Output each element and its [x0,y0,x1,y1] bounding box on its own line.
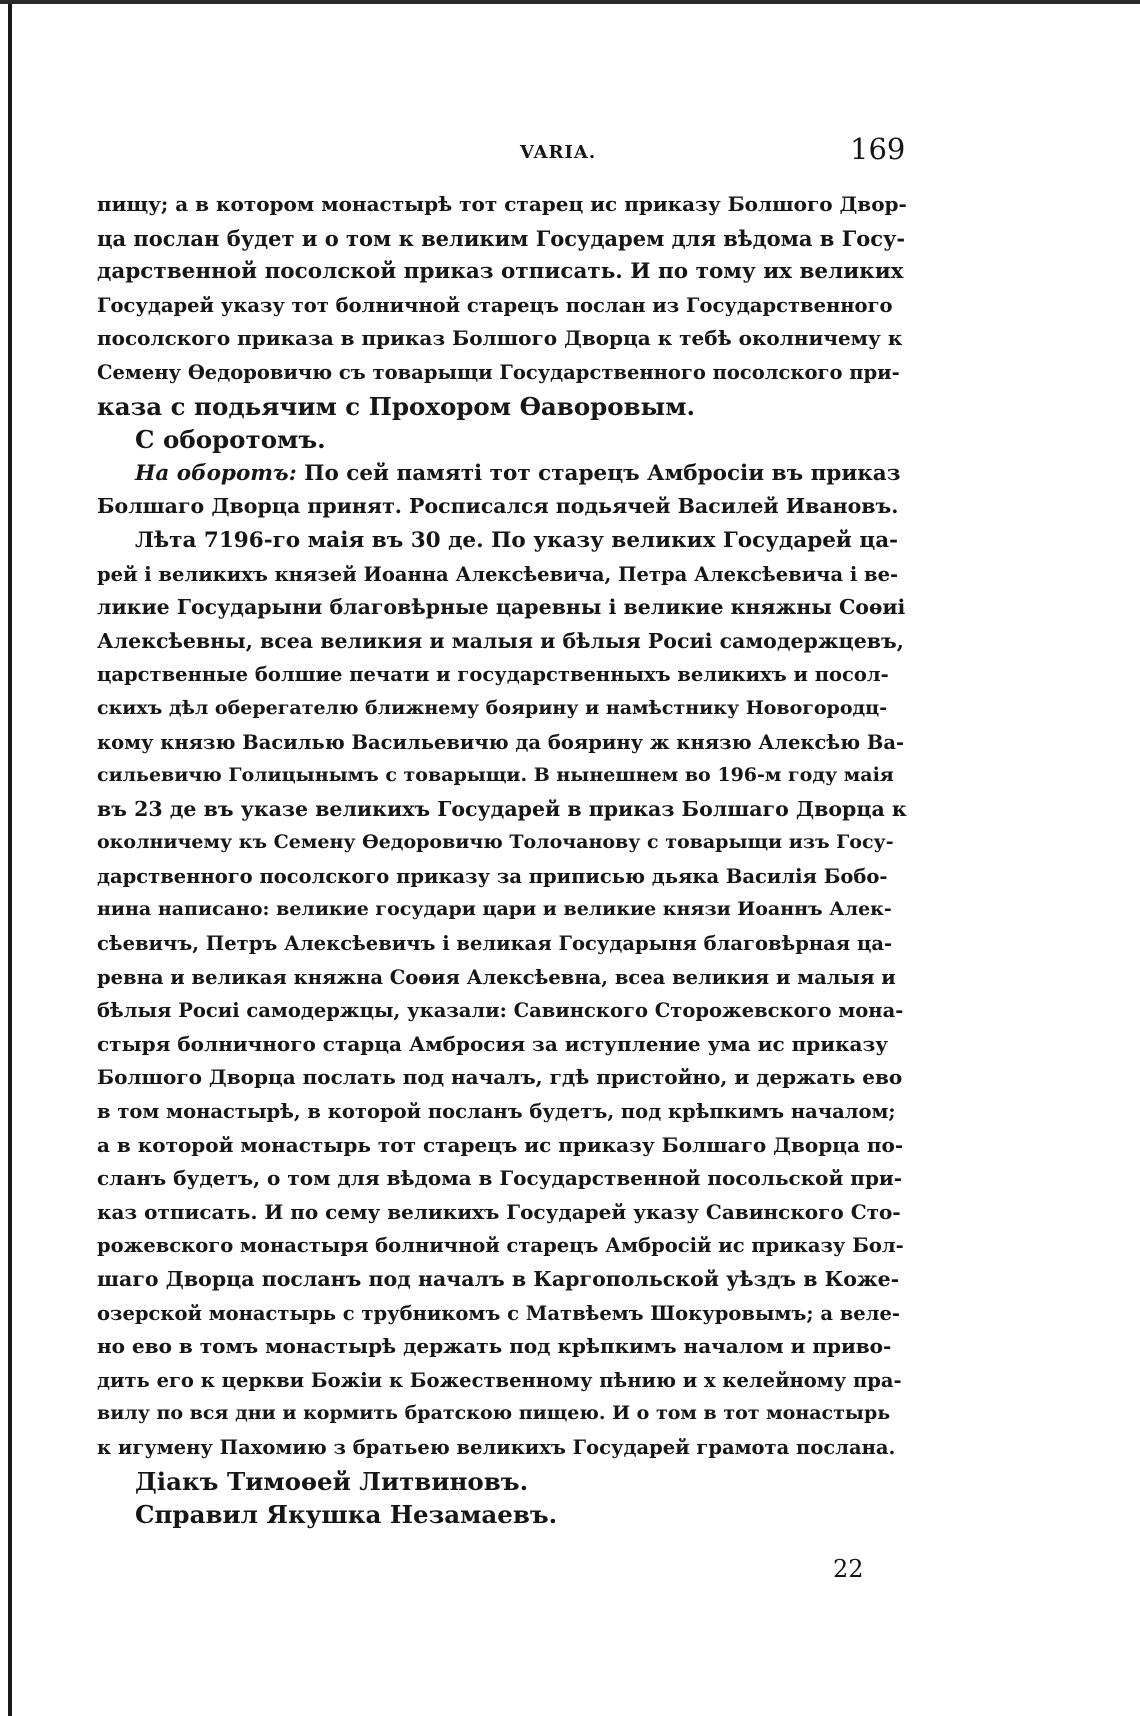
scan-border-top [0,0,1140,4]
text-line: С оборотомъ. [135,425,326,455]
verso-text: По сей памятi тот старецъ Амбросiи въ приказ [304,460,901,486]
text-line: сильевичю Голицынымъ с товарыщи. В нынешнем во 196-м году маiя [97,764,894,787]
text-line: бѣлыя Росиi самодержцы, указали: Савинского Сторожевского мона- [97,999,904,1023]
text-line: рей i великихъ князей Иоанна Алексѣевича, Петра Алексѣевича i ве- [97,562,899,586]
text-line: ца послан будет и о том к великим Государем для вѣдома в Госу- [97,225,906,251]
text-line: каза с подьячим с Прохором Ѳаворовым. [97,391,696,421]
text-line: каз отписать. И по сему великихъ Государей указу Савинского Сто- [97,1199,901,1224]
text-line: дарственного посолского приказу за приписью дьяка Василiя Бобо- [97,864,888,888]
text-line: дить его к церкви Божiи к Божественному пѣнию и х келейному пра- [97,1368,902,1392]
text-line: вилу по вся дни и кормить братскою пищею. И о том в тот монастырь [97,1402,891,1425]
signature-line: Дiакъ Тимоѳей Литвиновъ. [135,1466,529,1496]
text-line: стыря болничного старца Амбросия за иступление ума ис приказу [97,1031,889,1056]
text-line: Болшаго Дворца принят. Росписался подьячей Василей Ивановъ. [97,494,899,519]
text-line: скихъ дѣл оберегателю ближнему боярину и намѣстнику Новогородц- [97,696,888,719]
signature-line: Справил Якушка Незамаевъ. [135,1500,558,1530]
text-line: сланъ будетъ, о том для вѣдома в Государственной посольской при- [97,1166,903,1191]
text-line: Государей указу тот болничной старецъ послан из Государственного [97,293,893,317]
text-line: ревна и великая княжна Соѳия Алексѣевна, всеа великия и малыя и [97,965,896,989]
body-text [97,188,907,1532]
text-line: околничему къ Семену Ѳедоровичю Толочанову с товарыщи изъ Госу- [97,831,894,854]
text-line: к игумену Пахомию з братьею великихъ Государей грамота послана. [97,1435,896,1459]
text-line: шаго Дворца посланъ под началъ в Каргопольской уѣздъ в Коже- [97,1267,900,1291]
text-line: рожевского монастыря болничной старецъ Амбросiй ис приказу Бол- [97,1234,904,1258]
text-line: дарственной посолской приказ отписать. И по тому их великих [97,259,904,285]
text-line: в том монастырѣ, в которой посланъ будетъ, под крѣпкимъ началом; [97,1100,896,1124]
text-line: а в которой монастырь тот старецъ ис приказу Болшаго Дворца по- [97,1132,904,1157]
text-line: Алексѣевны, всеа великия и малыя и бѣлыя Росиi самодержцевъ, [97,628,904,653]
text-line: Лѣта 7196-го маiя въ 30 де. По указу великих Государей ца- [135,527,899,553]
text-line: въ 23 де въ указе великихъ Государей в приказ Болшаго Дворца к [97,796,907,821]
text-line: кому князю Василью Васильевичю да боярину ж князю Алексѣю Ва- [97,730,905,754]
text-line: озерской монастырь с трубникомъ с Матвѣемъ Шокуровымъ; а веле- [97,1301,900,1325]
text-line: но ево в томъ монастырѣ держать под крѣпкимъ началом и приво- [97,1334,892,1359]
text-line: нина написано: великие государи цари и великие князи Иоаннъ Алек- [97,898,892,921]
text-line: посолского приказа в приказ Болшого Дворца к тебѣ околничему к [97,326,903,351]
verso-label: На оборотъ: [135,460,297,486]
text-line: пищу; а в котором монастырѣ тот старец ис приказу Болшого Двор- [97,192,907,216]
text-line: Семену Ѳедоровичю съ товарыщи Государственного посолского при- [97,360,900,384]
text-line: сѣевичъ, Петръ Алексѣевичъ i великая Государыня благовѣрная ца- [97,932,893,956]
text-line: царственные болшие печати и государственныхъ великихъ и посол- [97,663,889,687]
text-line: ликие Государыни благовѣрные царевны i великие княжны Соѳиi [97,595,906,620]
page-number: 169 [850,132,906,166]
signature-number: 22 [833,1555,864,1583]
text-line [97,457,907,491]
running-header: VARIA. [520,142,597,163]
scan-border-left [8,0,12,1716]
text-line: Болшого Дворца послать под началъ, гдѣ пристойно, и держать ево [97,1065,903,1090]
